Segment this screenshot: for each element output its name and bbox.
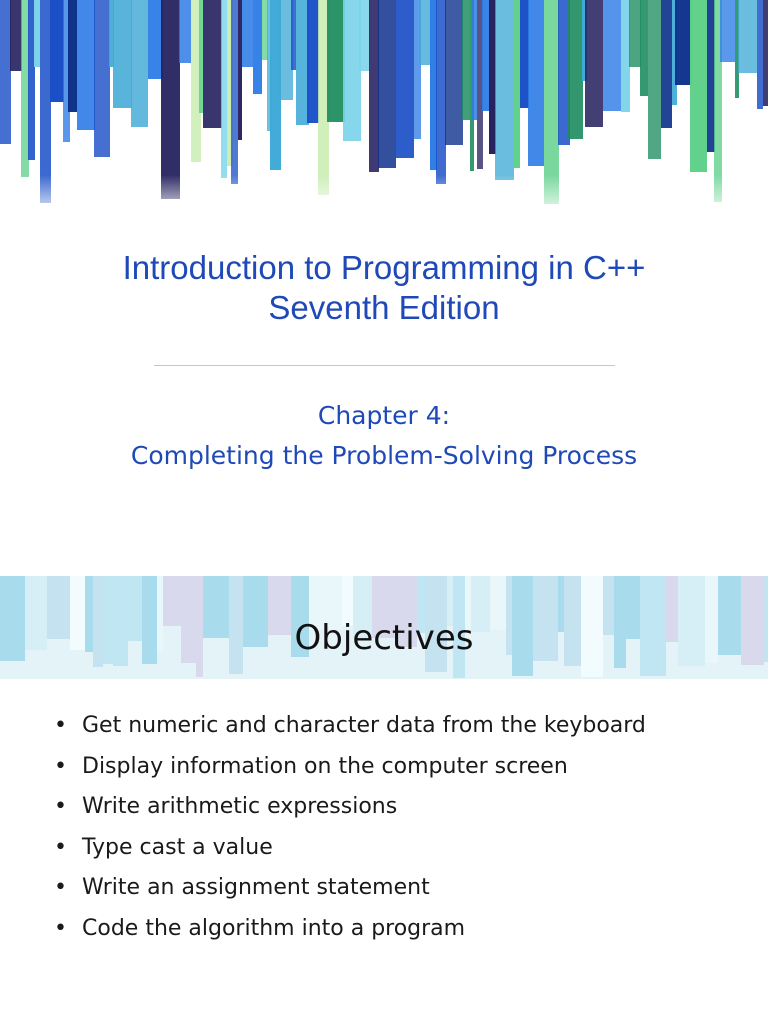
bullet-icon: • [54, 713, 67, 738]
objective-item: • Display information on the computer screen [54, 747, 646, 788]
bullet-icon: • [54, 753, 67, 779]
objectives-heading: Objectives [294, 618, 474, 658]
objective-item: • Get numeric and character data from the keyboard [54, 706, 646, 747]
heading-band [0, 576, 768, 679]
chapter-number: Chapter 4: [317, 401, 451, 430]
objectives-list [54, 706, 646, 949]
title-line-2: Seventh Edition [268, 289, 500, 326]
objective-item: • Write arithmetic expressions [54, 787, 646, 828]
slide-title [0, 248, 768, 328]
chapter-subtitle [0, 396, 768, 476]
objective-item: • Write an assignment statement [54, 868, 646, 909]
objectives-slide [0, 576, 768, 1024]
chapter-title: Completing the Problem-Solving Process [130, 441, 638, 470]
objective-item: • Type cast a value [54, 828, 646, 869]
objective-item: • Code the algorithm into a program [54, 909, 646, 950]
bullet-icon: • [54, 794, 67, 819]
bullet-icon: • [54, 875, 67, 900]
bullet-icon: • [54, 915, 67, 941]
bullet-icon: • [54, 834, 67, 860]
title-line-1: Introduction to Programming in C++ [122, 249, 646, 286]
decorative-banner [0, 0, 768, 215]
divider-line [154, 365, 615, 366]
